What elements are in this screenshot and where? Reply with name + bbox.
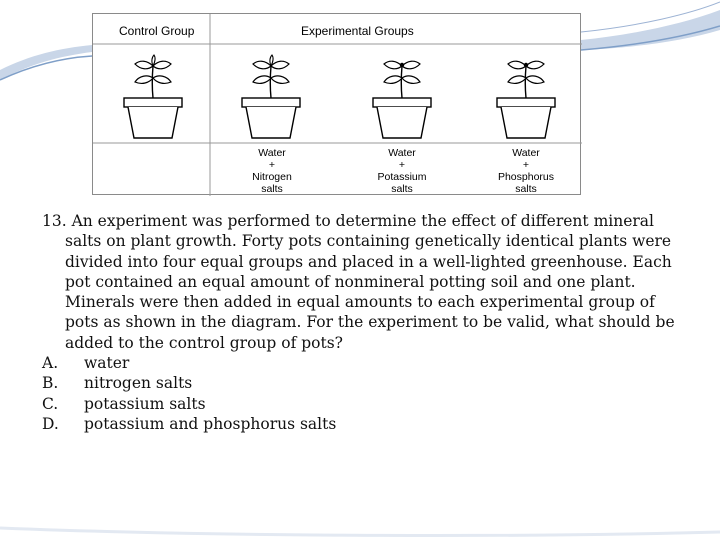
answer-option-c[interactable]	[42, 394, 682, 414]
option-letter: B.	[42, 374, 59, 393]
treatment-label-potassium: Water + Potassium salts	[377, 147, 427, 195]
potted-plant-icon	[494, 54, 558, 140]
option-letter: D.	[42, 414, 59, 433]
potted-plant-icon	[239, 54, 303, 140]
option-text: potassium salts	[84, 394, 206, 413]
option-text: water	[84, 354, 130, 373]
control-group-header: Control Group	[119, 24, 195, 38]
answer-option-a[interactable]	[42, 353, 682, 373]
option-text: nitrogen salts	[84, 374, 193, 393]
option-text: potassium and phosphorus salts	[84, 414, 337, 433]
question-stem: 13. An experiment was performed to determine the effect of different mineral salts on plant growth. Forty pots containing genetically identical plants were divided into four equal groups and placed in a well-lighted greenhouse. Each pot contained an equal amount of nonmineral potting soil and one plant. Minerals were then added in equal amounts to each experimental group of pots as shown in the diagram. For the experiment to be valid, what should be added to the control group of pots?	[42, 212, 675, 352]
treatment-label-phosphorus: Water + Phosphorus salts	[497, 147, 555, 195]
experimental-groups-header: Experimental Groups	[301, 24, 414, 38]
answer-option-b[interactable]	[42, 373, 682, 393]
option-letter: A.	[42, 354, 59, 373]
experiment-diagram	[92, 13, 581, 195]
potted-plant-icon	[370, 54, 434, 140]
option-letter: C.	[42, 394, 59, 413]
potted-plant-icon	[121, 54, 185, 140]
question-block	[42, 211, 682, 434]
answer-option-d[interactable]	[42, 414, 682, 434]
treatment-label-nitrogen: Water + Nitrogen salts	[252, 147, 292, 195]
